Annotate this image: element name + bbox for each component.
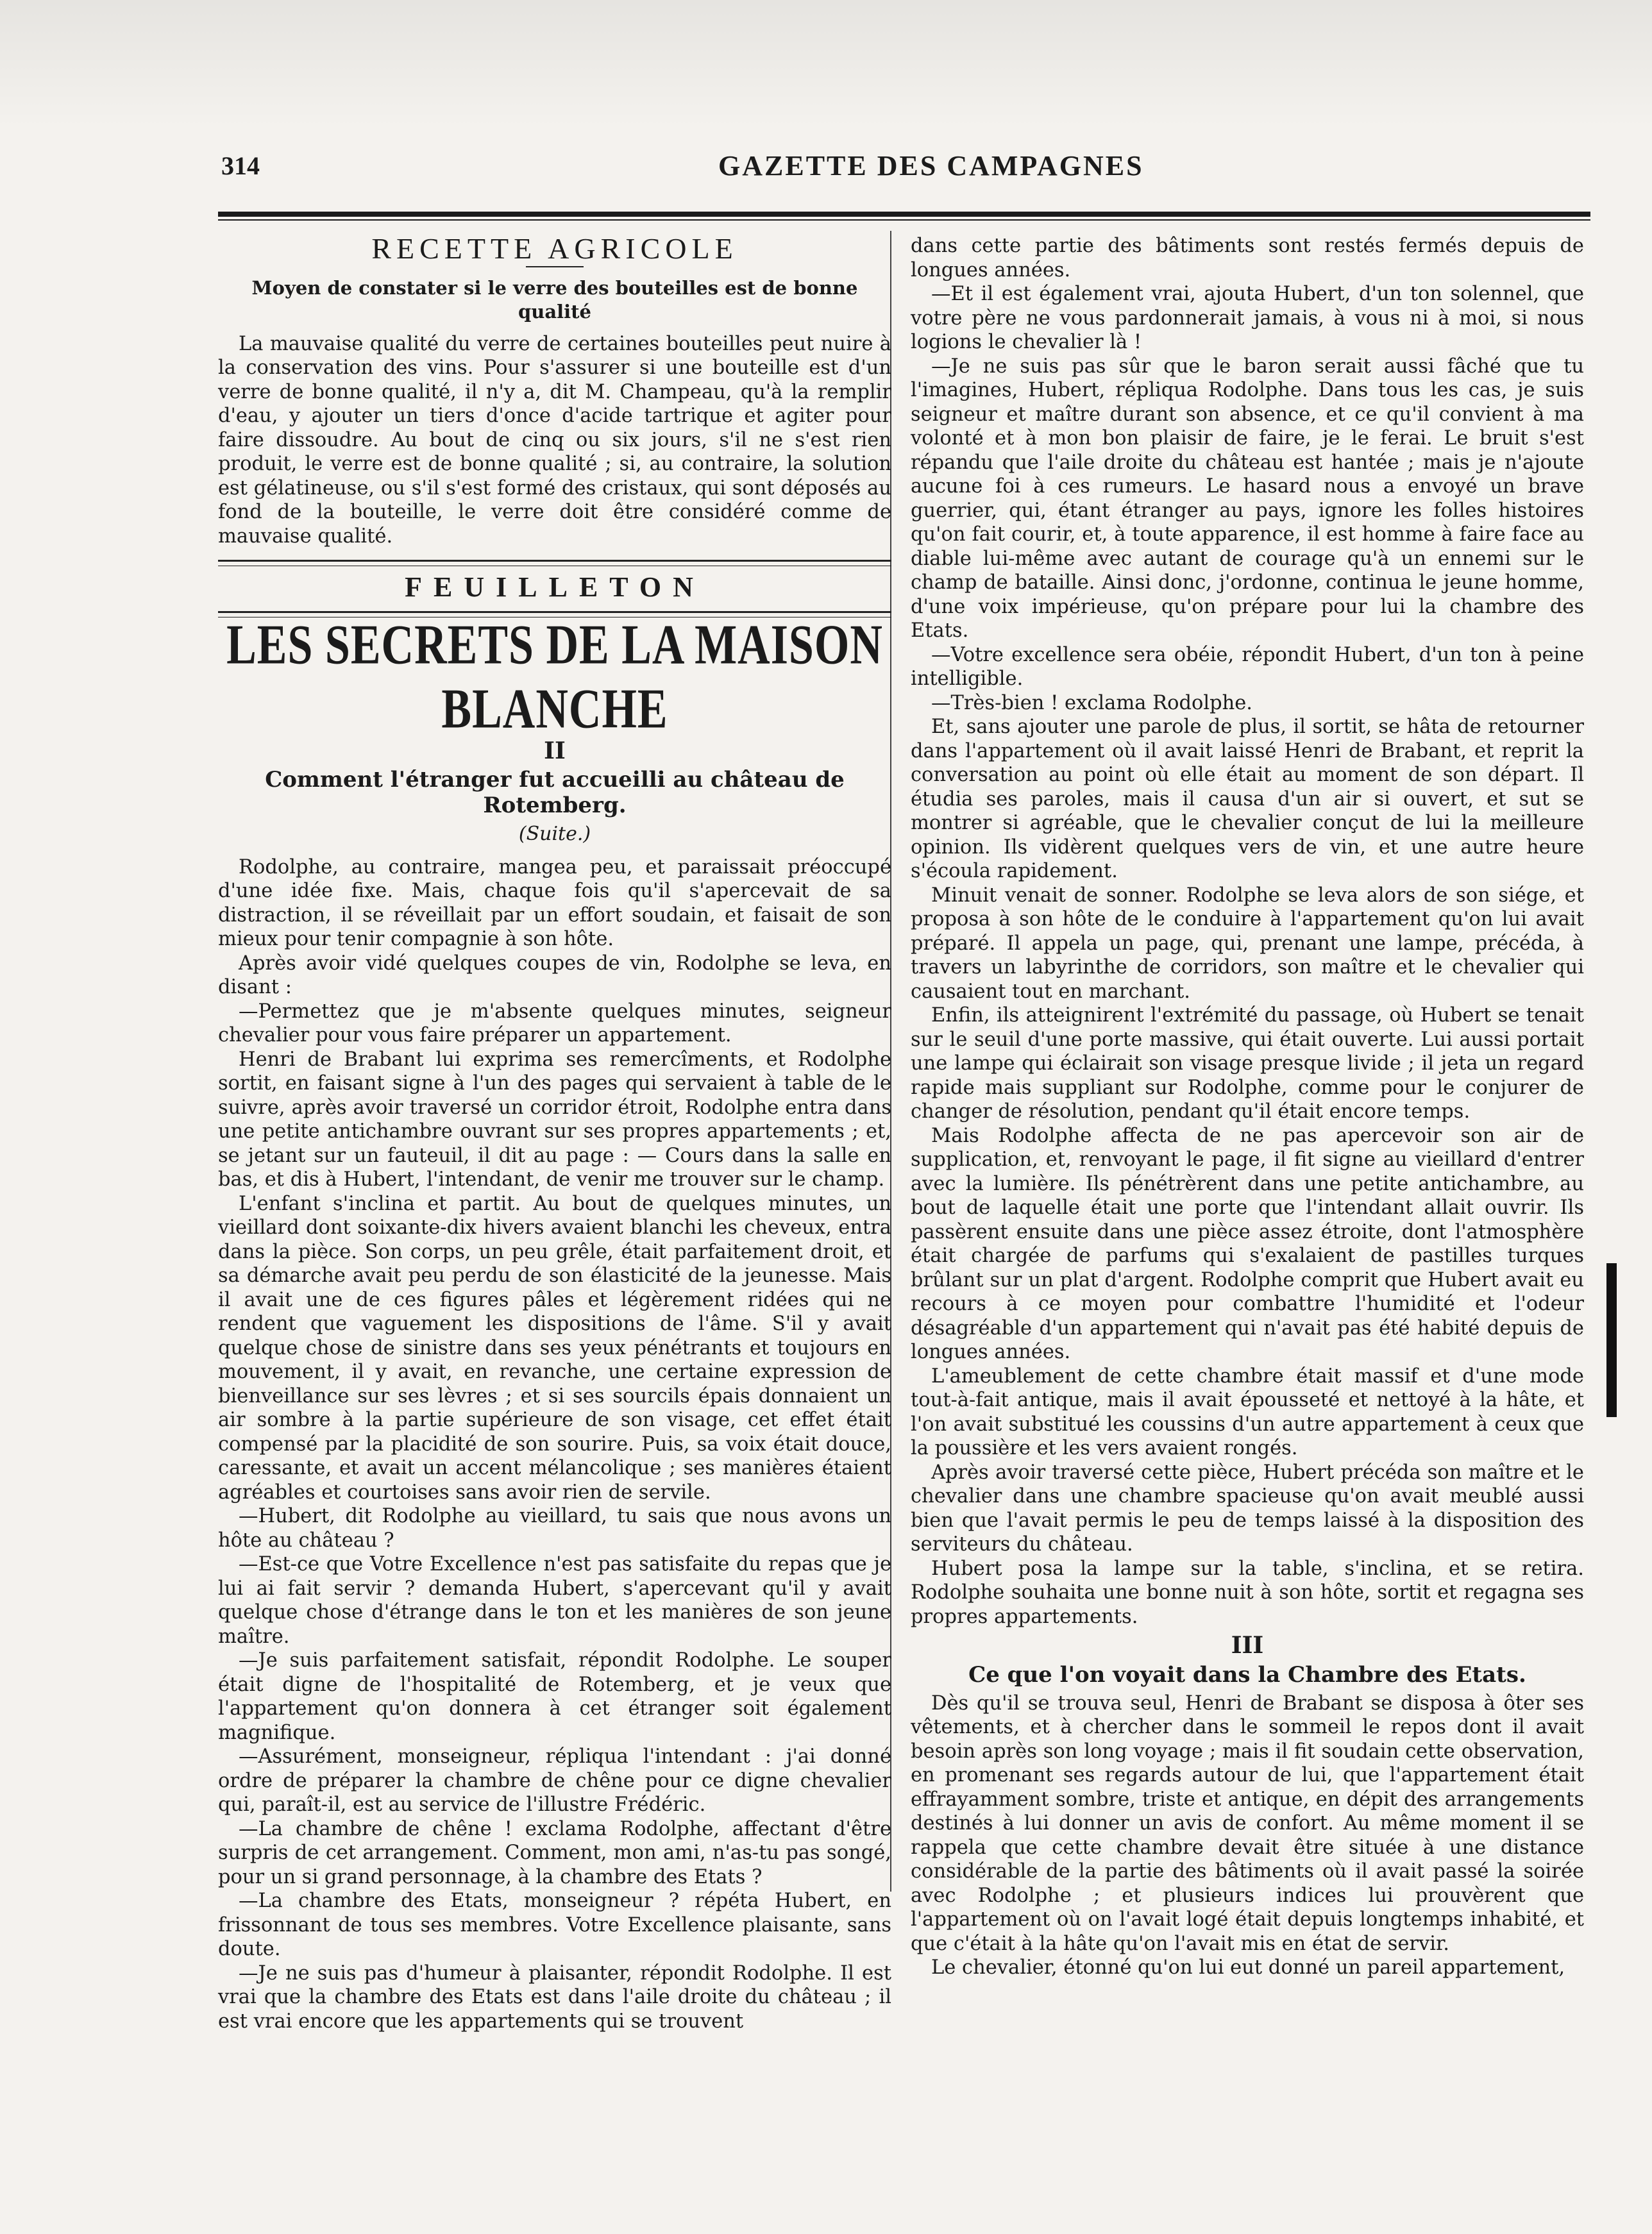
- story-title: LES SECRETS DE LA MAISON BLANCHE: [226, 614, 883, 740]
- story-paragraph: Mais Rodolphe affecta de ne pas apercevoir son air de supplication, et, renvoyant le page, il fit signe au vieillard d'entrer avec la lumière. Ils pénétrèrent dans une petite antichambre, au bout de laquelle était une porte que l'intendant allait ouvrir. Ils passèrent ensuite dans une pièce assez étroite, dont l'atmosphère était chargée de parfums qui s'exalaient de pastilles turques brûlant sur un plat d'argent. Rodolphe comprit que Hubert avait eu recours à ce moyen pour combattre l'humidité et l'odeur désagréable d'un appartement qui n'avait pas été habité depuis de longues années.: [911, 1124, 1584, 1363]
- chapter-title: Comment l'étranger fut accueilli au château de Rotemberg.: [265, 767, 845, 818]
- story-paragraph: Dès qu'il se trouva seul, Henri de Brabant se disposa à ôter ses vêtements, et à chercher dans le sommeil le repos dont il avait besoin après son long voyage ; mais il fit soudain cette observation, en promenant ses regards autour de lui, que l'appartement était effrayamment sombre, triste et antique, en dépit des arrangements destinés à lui donner un avis de confort. Au même moment il se rappela que cette chambre devait être située à une distance considérable de la partie des bâtiments où il avait passé la soirée avec Rodolphe ; et plusieurs indices lui prouvèrent que l'appartement où on l'avait logé était depuis longtemps inhabité, et que c'était à la hâte qu'on l'avait mis en état de servir.: [911, 1692, 1584, 1955]
- story-paragraph: —La chambre des Etats, monseigneur ? répéta Hubert, en frissonnant de tous ses membres. Votre Excellence plaisante, sans doute.: [218, 1890, 891, 1960]
- title-underline: [526, 266, 584, 267]
- story-paragraph: Minuit venait de sonner. Rodolphe se leva alors de son siége, et proposa à son hôte de le conduire à l'appartement qu'on lui avait préparé. Il appela un page, qui, prenant une lampe, précéda, à travers un labyrinthe de corridors, son maître et le chevalier qui causaient tout en marchant.: [911, 884, 1584, 1003]
- story-paragraph: —Votre excellence sera obéie, répondit Hubert, d'un ton à peine intelligible.: [911, 643, 1584, 690]
- newspaper-page: [192, 144, 1590, 2068]
- story-paragraph: Rodolphe, au contraire, mangea peu, et paraissait préoccupé d'une idée fixe. Mais, chaque fois qu'il s'apercevait de sa distraction, il se réveillait par un effort soudain, et faisait de son mieux pour tenir compagnie à son hôte.: [218, 855, 891, 950]
- chapter-number: III: [1231, 1632, 1264, 1659]
- story-paragraph: Hubert posa la lampe sur la table, s'inclina, et se retira. Rodolphe souhaita une bonne nuit à son hôte, sortit et regagna ses propres appartements.: [911, 1557, 1584, 1628]
- story-paragraph: —Et il est également vrai, ajouta Hubert, d'un ton solennel, que votre père ne vous pardonnerait jamais, à vous ni à moi, si nous logions le chevalier là !: [911, 283, 1584, 353]
- story-paragraph: Et, sans ajouter une parole de plus, il sortit, se hâta de retourner dans l'appartement où il avait laissé Henri de Brabant, et reprit la conversation au point où elle était au moment de son départ. Il étudia ses paroles, mais il causa d'un air si ouvert, et sut se montrer si agréable, que le chevalier conçut de lui la meilleure opinion. Ils vidèrent quelques vers de vin, et une autre heure s'écoula rapidement.: [911, 716, 1584, 882]
- header-rule: [218, 212, 1590, 217]
- story-paragraph: —Permettez que je m'absente quelques minutes, seigneur chevalier pour vous faire préparer un appartement.: [218, 1000, 891, 1046]
- story-paragraph: —Je ne suis pas sûr que le baron serait aussi fâché que tu l'imagines, Hubert, répliqua Rodolphe. Dans tous les cas, je suis seigneur et maître durant son absence, et ce qu'il convient à ma volonté et à mon bon plaisir de faire, je le ferai. Le bruit s'est répandu que l'aile droite du château est hantée ; mais je n'ajoute aucune foi à ces rumeurs. Le hasard nous a envoyé un brave guerrier, qui, étant étranger au pays, ignore les folles histoires qu'on fait courir, et, à toute apparence, il est homme à faire face au diable lui-même avec autant de courage qu'à un ennemi sur le champ de bataille. Ainsi donc, j'ordonne, continua le jeune homme, d'une voix impérieuse, qu'on prépare pour lui la chambre des Etats.: [911, 355, 1584, 642]
- page-number: 314: [221, 151, 260, 180]
- story-paragraph: —Assurément, monseigneur, répliqua l'intendant : j'ai donné ordre de préparer la chambre de chêne pour ce digne chevalier qui, paraît-il, est au service de l'illustre Frédéric.: [218, 1745, 891, 1816]
- left-column: [218, 234, 891, 2033]
- recette-subtitle: Moyen de constater si le verre des bouteilles est de bonne qualité: [251, 276, 858, 323]
- story-paragraph: —La chambre de chêne ! exclama Rodolphe, affectant d'être surpris de cet arrangement. Comment, mon ami, n'as-tu pas songé, pour un si grand personnage, à la chambre des Etats ?: [218, 1817, 891, 1888]
- story-paragraph: Après avoir traversé cette pièce, Hubert précéda son maître et le chevalier dans une chambre spacieuse qu'on avait meublé aussi bien que l'avait permis le peu de temps laissé à la disposition des serviteurs du château.: [911, 1461, 1584, 1556]
- journal-title: GAZETTE DES CAMPAGNES: [718, 150, 1144, 181]
- recette-title: RECETTE AGRICOLE: [371, 232, 738, 265]
- chapter-title: Ce que l'on voyait dans la Chambre des Etats.: [968, 1661, 1526, 1688]
- story-paragraph: —Hubert, dit Rodolphe au vieillard, tu sais que nous avons un hôte au château ?: [218, 1505, 891, 1552]
- story-paragraph: L'ameublement de cette chambre était massif et d'une mode tout-à-fait antique, mais il avait épousseté et nettoyé à la hâte, et l'on avait substitué les coussins d'un autre appartement à ceux que la poussière et les vers avaient rongés.: [911, 1365, 1584, 1459]
- story-paragraph: Henri de Brabant lui exprima ses remercîments, et Rodolphe sortit, en faisant signe à l'un des pages qui servaient à table de le suivre, après avoir traversé un corridor étroit, Rodolphe entra dans une petite antichambre ouvrant sur ses propres appartements ; et, se jetant sur un fauteuil, il dit au page : — Cours dans la salle en bas, et dis à Hubert, l'intendant, de venir me trouver sur le champ.: [218, 1048, 891, 1191]
- scan-noise: [0, 0, 1652, 128]
- story-paragraph: Enfin, ils atteignirent l'extrémité du passage, où Hubert se tenait sur le seuil d'une porte massive, qui était ouverte. Lui aussi portait une lampe qui éclairait son visage presque livide ; il jeta un regard rapide mais suppliant sur Rodolphe, comme pour le conjurer de changer de résolution, pendant qu'il était encore temps.: [911, 1004, 1584, 1123]
- feuilleton-label: FEUILLETON: [405, 571, 705, 603]
- story-paragraph: L'enfant s'inclina et partit. Au bout de quelques minutes, un vieillard dont soixante-dix hivers avaient blanchi les cheveux, entra dans la pièce. Son corps, un peu grêle, était parfaitement droit, et sa démarche avait peu perdu de son élasticité de la jeunesse. Mais il avait une de ces figures pâles et légèrement ridées qui ne rendent que vaguement les dispositions de l'âme. S'il y avait quelque chose de sinistre dans ses yeux pénétrants et toujours en mouvement, il y avait, en revanche, une certaine expression de bienveillance sur ses lèvres ; et si ses sourcils épais donnaient un air sombre à la partie supérieure de son visage, cet effet était compensé par la placidité de son sourire. Puis, sa voix était douce, caressante, et avait un accent mélancolique ; ses manières étaient agréables et courtoises sans avoir rien de servile.: [218, 1192, 891, 1504]
- running-head: [192, 144, 1590, 183]
- recette-body: La mauvaise qualité du verre de certaines bouteilles peut nuire à la conservation des vins. Pour s'assurer si une bouteille est d'un verre de bonne qualité, il n'y a, dit M. Champeau, qu'à la remplir d'eau, y ajouter un tiers d'once d'acide tartrique et agiter pour faire dissoudre. Au bout de cinq ou six jours, s'il ne s'est rien produit, le verre est de bonne qualité ; si, au contraire, la solution est gélatineuse, ou s'il s'est formé des cristaux, qui sont déposés au fond de la bouteille, le verre doit être considéré comme de mauvaise qualité.: [218, 332, 891, 548]
- right-column: [911, 234, 1584, 1980]
- story-paragraph: —Je suis parfaitement satisfait, répondit Rodolphe. Le souper était digne de l'hospitalité de Rotemberg, et je veux que l'appartement qu'on donnera à cet étranger soit également magnifique.: [218, 1649, 891, 1744]
- header-rule-thin: [218, 219, 1590, 221]
- suite-label: (Suite.): [518, 823, 591, 845]
- story-paragraph: Le chevalier, étonné qu'on lui eut donné un pareil appartement,: [931, 1956, 1565, 1979]
- section-rule: [218, 560, 891, 566]
- story-paragraph: —Très-bien ! exclama Rodolphe.: [931, 691, 1253, 714]
- story-paragraph: Après avoir vidé quelques coupes de vin, Rodolphe se leva, en disant :: [218, 952, 891, 998]
- story-paragraph: —Je ne suis pas d'humeur à plaisanter, répondit Rodolphe. Il est vrai que la chambre des Etats est dans l'aile droite du château ; il est vrai encore que les appartements qui se trouvent: [218, 1961, 891, 2033]
- story-paragraph: dans cette partie des bâtiments sont restés fermés depuis de longues années.: [911, 235, 1584, 281]
- scan-margin-mark: [1606, 1263, 1617, 1417]
- chapter-number: II: [544, 737, 566, 764]
- story-paragraph: —Est-ce que Votre Excellence n'est pas satisfaite du repas que je lui ai fait servir ? demanda Hubert, s'apercevant qu'il y avait quelque chose d'étrange dans le ton et les manières de son jeune maître.: [218, 1553, 891, 1648]
